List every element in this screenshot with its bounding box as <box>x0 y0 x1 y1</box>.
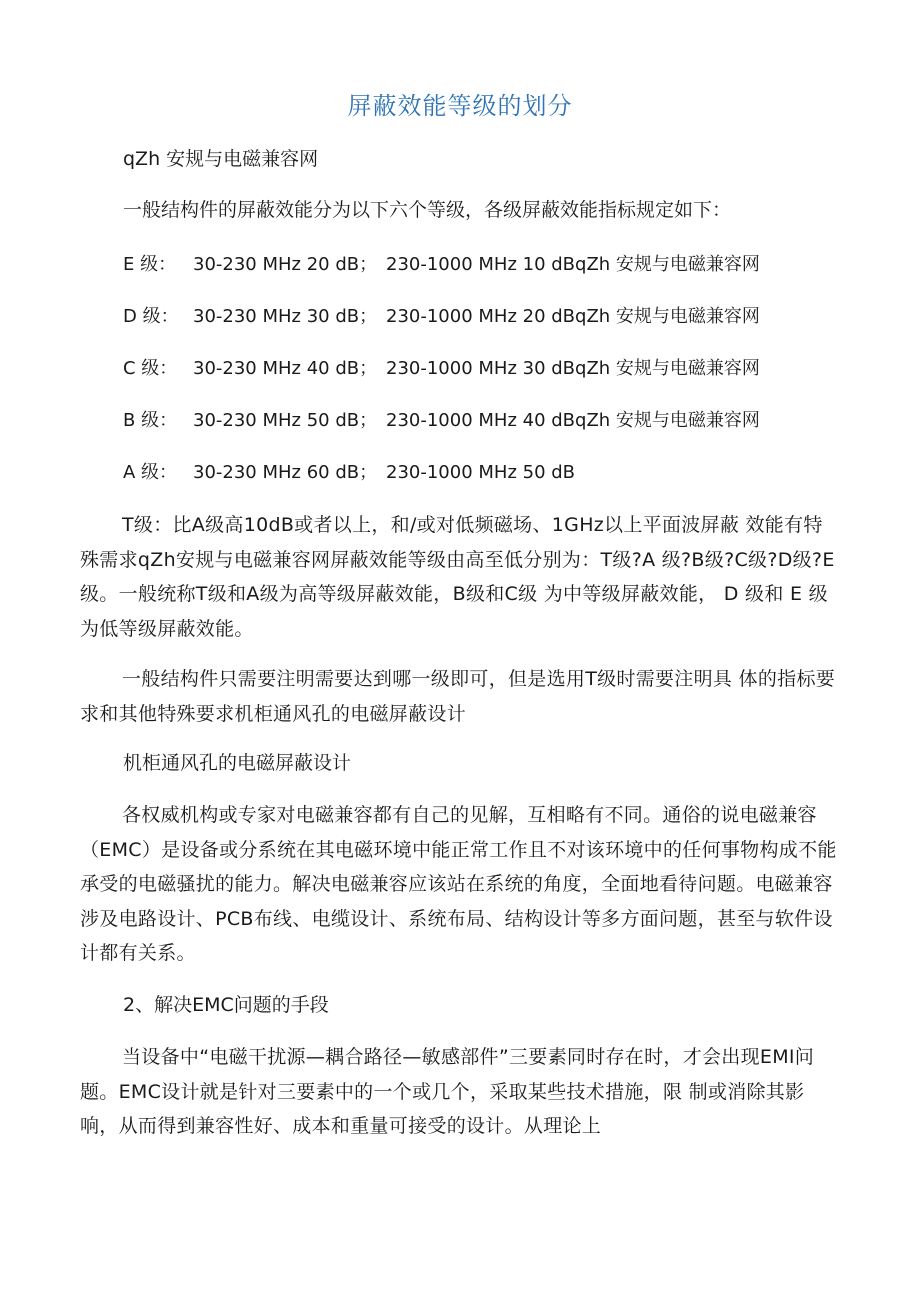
grade-range-low: 30-230 MHz 40 dB； <box>193 358 378 379</box>
section-heading-vent-shielding: 机柜通风孔的电磁屏蔽设计 <box>123 752 352 774</box>
grade-label: E 级： <box>123 254 177 275</box>
structure-paragraph: 一般结构件只需要注明需要达到哪一级即可，但是选用T级时需要注明具 体的指标要求和其他特殊要求机柜通风孔的电磁屏蔽设计 <box>80 668 836 725</box>
grade-label: B 级： <box>123 410 178 431</box>
grade-row-b <box>123 408 760 434</box>
grade-range-high: 230-1000 MHz 40 dBqZh 安规与电磁兼容网 <box>386 410 760 431</box>
intro-text: 一般结构件的屏蔽效能分为以下六个等级，各级屏蔽效能指标规定如下： <box>123 199 732 221</box>
grade-range-low: 30-230 MHz 20 dB； <box>193 254 378 275</box>
grade-range-high: 230-1000 MHz 20 dBqZh 安规与电磁兼容网 <box>386 306 760 327</box>
t-grade-paragraph: T级：比A级高10dB或者以上，和/或对低频磁场、1GHz以上平面波屏蔽 效能有特殊需求qZh安规与电磁兼容网屏蔽效能等级由高至低分别为：T级?A 级?B级?C级?D级?E级。一般统称T级和A级为高等级屏蔽效能，B级和C级 为中等级屏蔽效能， D 级和 E 级为低等级屏蔽效能。 <box>80 514 835 640</box>
grade-range-high: 230-1000 MHz 30 dBqZh 安规与电磁兼容网 <box>386 358 760 379</box>
grade-range-high: 230-1000 MHz 50 dB <box>386 462 576 483</box>
document-title: 屏蔽效能等级的划分 <box>347 92 573 120</box>
grade-range-low: 30-230 MHz 50 dB； <box>193 410 378 431</box>
grade-label: D 级： <box>123 306 179 327</box>
grade-label: A 级： <box>123 462 178 483</box>
grade-row-d <box>123 304 760 330</box>
grade-range-high: 230-1000 MHz 10 dBqZh 安规与电磁兼容网 <box>386 254 760 275</box>
source-line: qZh 安规与电磁兼容网 <box>123 148 319 170</box>
grade-label: C 级： <box>123 358 178 379</box>
grade-row-a <box>123 460 575 486</box>
grade-range-low: 30-230 MHz 60 dB； <box>193 462 378 483</box>
grade-range-low: 30-230 MHz 30 dB； <box>193 306 378 327</box>
emi-paragraph: 当设备中“电磁干扰源—耦合路径—敏感部件”三要素同时存在时，才会出现EMI问题。EMC设计就是针对三要素中的一个或几个，采取某些技术措施，限 制或消除其影响，从而得到兼容性好、成本和重量可接受的设计。从理论上 <box>80 1046 815 1137</box>
emc-paragraph: 各权威机构或专家对电磁兼容都有自己的见解，互相略有不同。通俗的说电磁兼容（EMC）是设备或分系统在其电磁环境中能正常工作且不对该环境中的任何事物构成不能承受的电磁骚扰的能力。解决电磁兼容应该站在系统的角度，全面地看待问题。电磁兼容涉及电路设计、PCB布线、电缆设计、系统布局、结构设计等多方面问题，甚至与软件设计都有关系。 <box>80 804 837 964</box>
section-heading-emc-methods: 2、解决EMC问题的手段 <box>123 994 329 1016</box>
grade-row-e <box>123 252 760 278</box>
grade-row-c <box>123 356 760 382</box>
